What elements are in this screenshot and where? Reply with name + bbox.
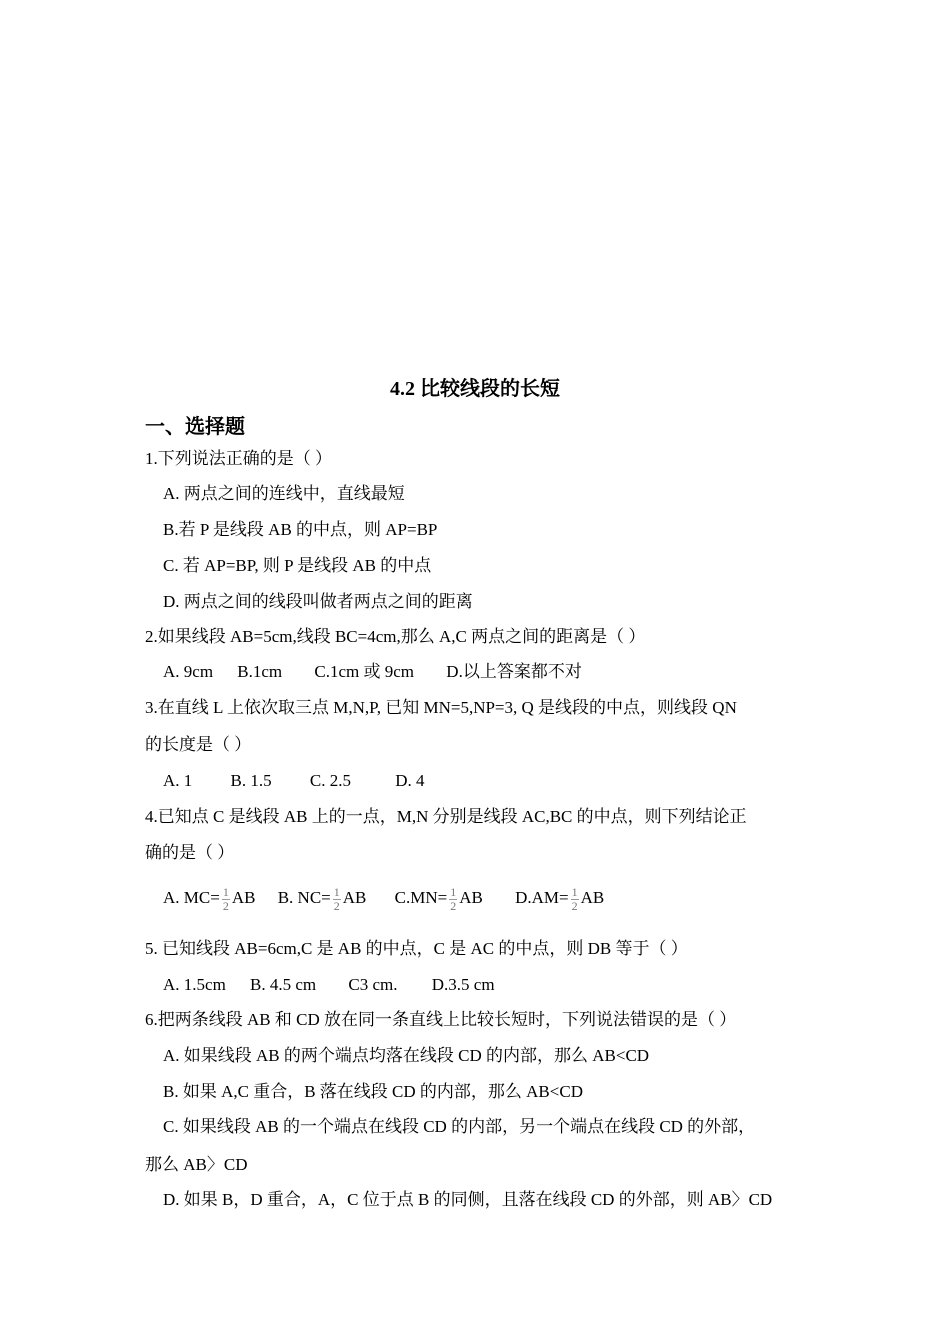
question-2-option-d: D.以上答案都不对 <box>446 662 582 681</box>
question-1-option-d: D. 两点之间的线段叫做者两点之间的距离 <box>163 592 473 611</box>
question-3-options <box>163 770 425 792</box>
question-3-option-c: C. 2.5 <box>309 771 351 790</box>
question-2-option-a: A. 9cm <box>163 662 214 681</box>
question-3-option-b: B. 1.5 <box>230 771 272 790</box>
fraction-one-half: $\frac{1}{2}$ <box>222 884 229 913</box>
question-6-option-c-line2: 那么 AB〉CD <box>145 1155 248 1174</box>
fraction-one-half: $\frac{1}{2}$ <box>450 884 457 913</box>
question-6-stem: 6.把两条线段 AB 和 CD 放在同一条直线上比较长短时，下列说法错误的是（ ） <box>145 1010 737 1029</box>
question-3-stem-line1: 3.在直线 L 上依次取三点 M,N,P, 已知 MN=5,NP=3, Q 是线段的中点，则线段 QN <box>145 698 737 717</box>
section-heading: 一、选择题 <box>145 416 245 438</box>
question-1-stem: 1.下列说法正确的是（ ） <box>145 449 332 468</box>
question-2-stem: 2.如果线段 AB=5cm,线段 BC=4cm,那么 A,C 两点之间的距离是（ ） <box>145 627 646 646</box>
question-5-option-a: A. 1.5cm <box>163 975 226 994</box>
question-6-option-a: A. 如果线段 AB 的两个端点均落在线段 CD 的内部，那么 AB<CD <box>163 1046 650 1065</box>
fraction-one-half: $\frac{1}{2}$ <box>571 884 578 913</box>
question-4-option-b: B. NC= $\frac{1}{2}$ AB <box>277 884 367 913</box>
question-2-options <box>163 661 582 683</box>
question-2-option-c: C.1cm 或 9cm <box>314 662 415 681</box>
question-1-option-c: C. 若 AP=BP, 则 P 是线段 AB 的中点 <box>163 556 432 575</box>
fraction-one-half: $\frac{1}{2}$ <box>333 884 340 913</box>
question-3-option-d: D. 4 <box>395 771 425 790</box>
question-5-option-d: D.3.5 cm <box>431 975 495 994</box>
question-5-stem: 5. 已知线段 AB=6cm,C 是 AB 的中点，C 是 AC 的中点，则 DB 等于（ ） <box>145 939 688 958</box>
question-4-stem-line2: 确的是（ ） <box>145 843 235 862</box>
question-4-option-d: D.AM= $\frac{1}{2}$ AB <box>515 884 605 913</box>
question-1-option-a: A. 两点之间的连线中，直线最短 <box>163 484 405 503</box>
question-5-options <box>163 974 495 996</box>
question-4-option-a: A. MC= $\frac{1}{2}$ AB <box>163 884 256 913</box>
question-4-stem-line1: 4.已知点 C 是线段 AB 上的一点，M,N 分别是线段 AC,BC 的中点，则下列结论正 <box>145 807 747 826</box>
question-6-option-b: B. 如果 A,C 重合，B 落在线段 CD 的内部，那么 AB<CD <box>163 1082 583 1101</box>
question-5-option-b: B. 4.5 cm <box>250 975 317 994</box>
question-3-stem-line2: 的长度是（ ） <box>145 735 252 754</box>
question-6-option-d: D. 如果 B，D 重合，A，C 位于点 B 的同侧，且落在线段 CD 的外部，则 AB〉CD <box>163 1190 773 1209</box>
page-title: 4.2 比较线段的长短 <box>390 378 560 400</box>
question-6-option-c-line1: C. 如果线段 AB 的一个端点在线段 CD 的内部，另一个端点在线段 CD 的外部， <box>163 1117 756 1136</box>
question-4-options <box>163 877 604 919</box>
question-2-option-b: B.1cm <box>237 662 283 681</box>
question-1-option-b: B.若 P 是线段 AB 的中点，则 AP=BP <box>163 520 438 539</box>
question-4-option-c: C.MN= $\frac{1}{2}$ AB <box>394 884 483 913</box>
question-3-option-a: A. 1 <box>163 771 193 790</box>
question-5-option-c: C3 cm. <box>348 975 398 994</box>
